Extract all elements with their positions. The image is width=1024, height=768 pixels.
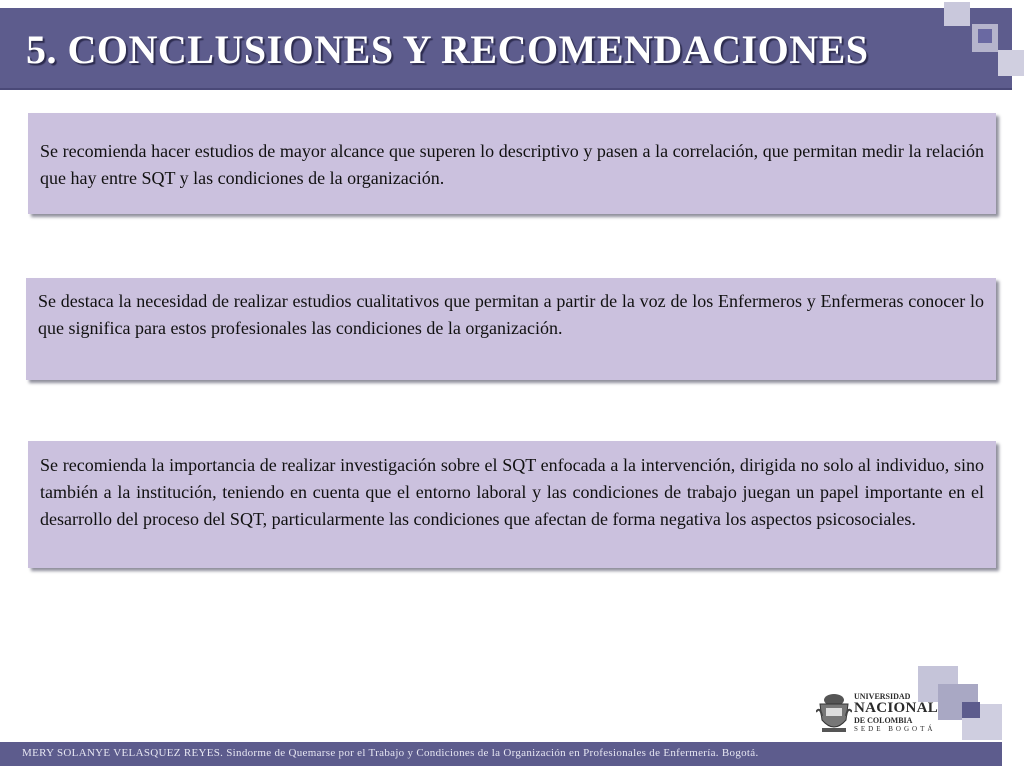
recommendation-box-2 bbox=[26, 278, 996, 380]
decor-square-bottom-5 bbox=[962, 702, 980, 718]
university-logo bbox=[816, 690, 944, 740]
recommendation-text-1: Se recomienda hacer estudios de mayor alcance que superen lo descriptivo y pasen a la correlación, que permitan medir la relación que hay entre SQT y las condiciones de la organización. bbox=[40, 141, 984, 188]
footer-bar bbox=[0, 742, 1002, 766]
logo-line-4: SEDE BOGOTÁ bbox=[854, 725, 936, 733]
title-bar bbox=[0, 8, 1012, 90]
logo-line-3: DE COLOMBIA bbox=[854, 716, 913, 725]
recommendation-box-1 bbox=[28, 113, 996, 214]
footer-citation: MERY SOLANYE VELASQUEZ REYES. Sindorme de Quemarse por el Trabajo y Condiciones de la Organización en Profesionales de Enfermería. Bogotá. bbox=[22, 747, 759, 759]
logo-wordmark bbox=[854, 692, 946, 734]
decor-square-top-3 bbox=[978, 29, 992, 43]
recommendation-box-3 bbox=[28, 441, 996, 568]
logo-line-1: UNIVERSIDAD bbox=[854, 692, 911, 701]
recommendation-text-2: Se destaca la necesidad de realizar estudios cualitativos que permitan a partir de la voz de los Enfermeros y Enfermeras conocer lo que significa para estos profesionales las condiciones de la organización. bbox=[38, 291, 984, 338]
slide-title: 5. CONCLUSIONES Y RECOMENDACIONES bbox=[26, 27, 869, 72]
recommendation-text-3: Se recomienda la importancia de realizar investigación sobre el SQT enfocada a la intervención, dirigida no solo al individuo, sino también a la institución, teniendo en cuenta que el entorno laboral y las condiciones de trabajo juegan un papel importante en el desarrollo del proceso del SQT, particularmente las condiciones que afectan de forma negativa los aspectos psicosociales. bbox=[40, 455, 984, 529]
decor-square-top-4 bbox=[998, 50, 1024, 76]
coat-of-arms-icon bbox=[816, 690, 852, 736]
decor-square-top-1 bbox=[944, 2, 970, 26]
logo-line-2: NACIONAL bbox=[854, 700, 939, 716]
